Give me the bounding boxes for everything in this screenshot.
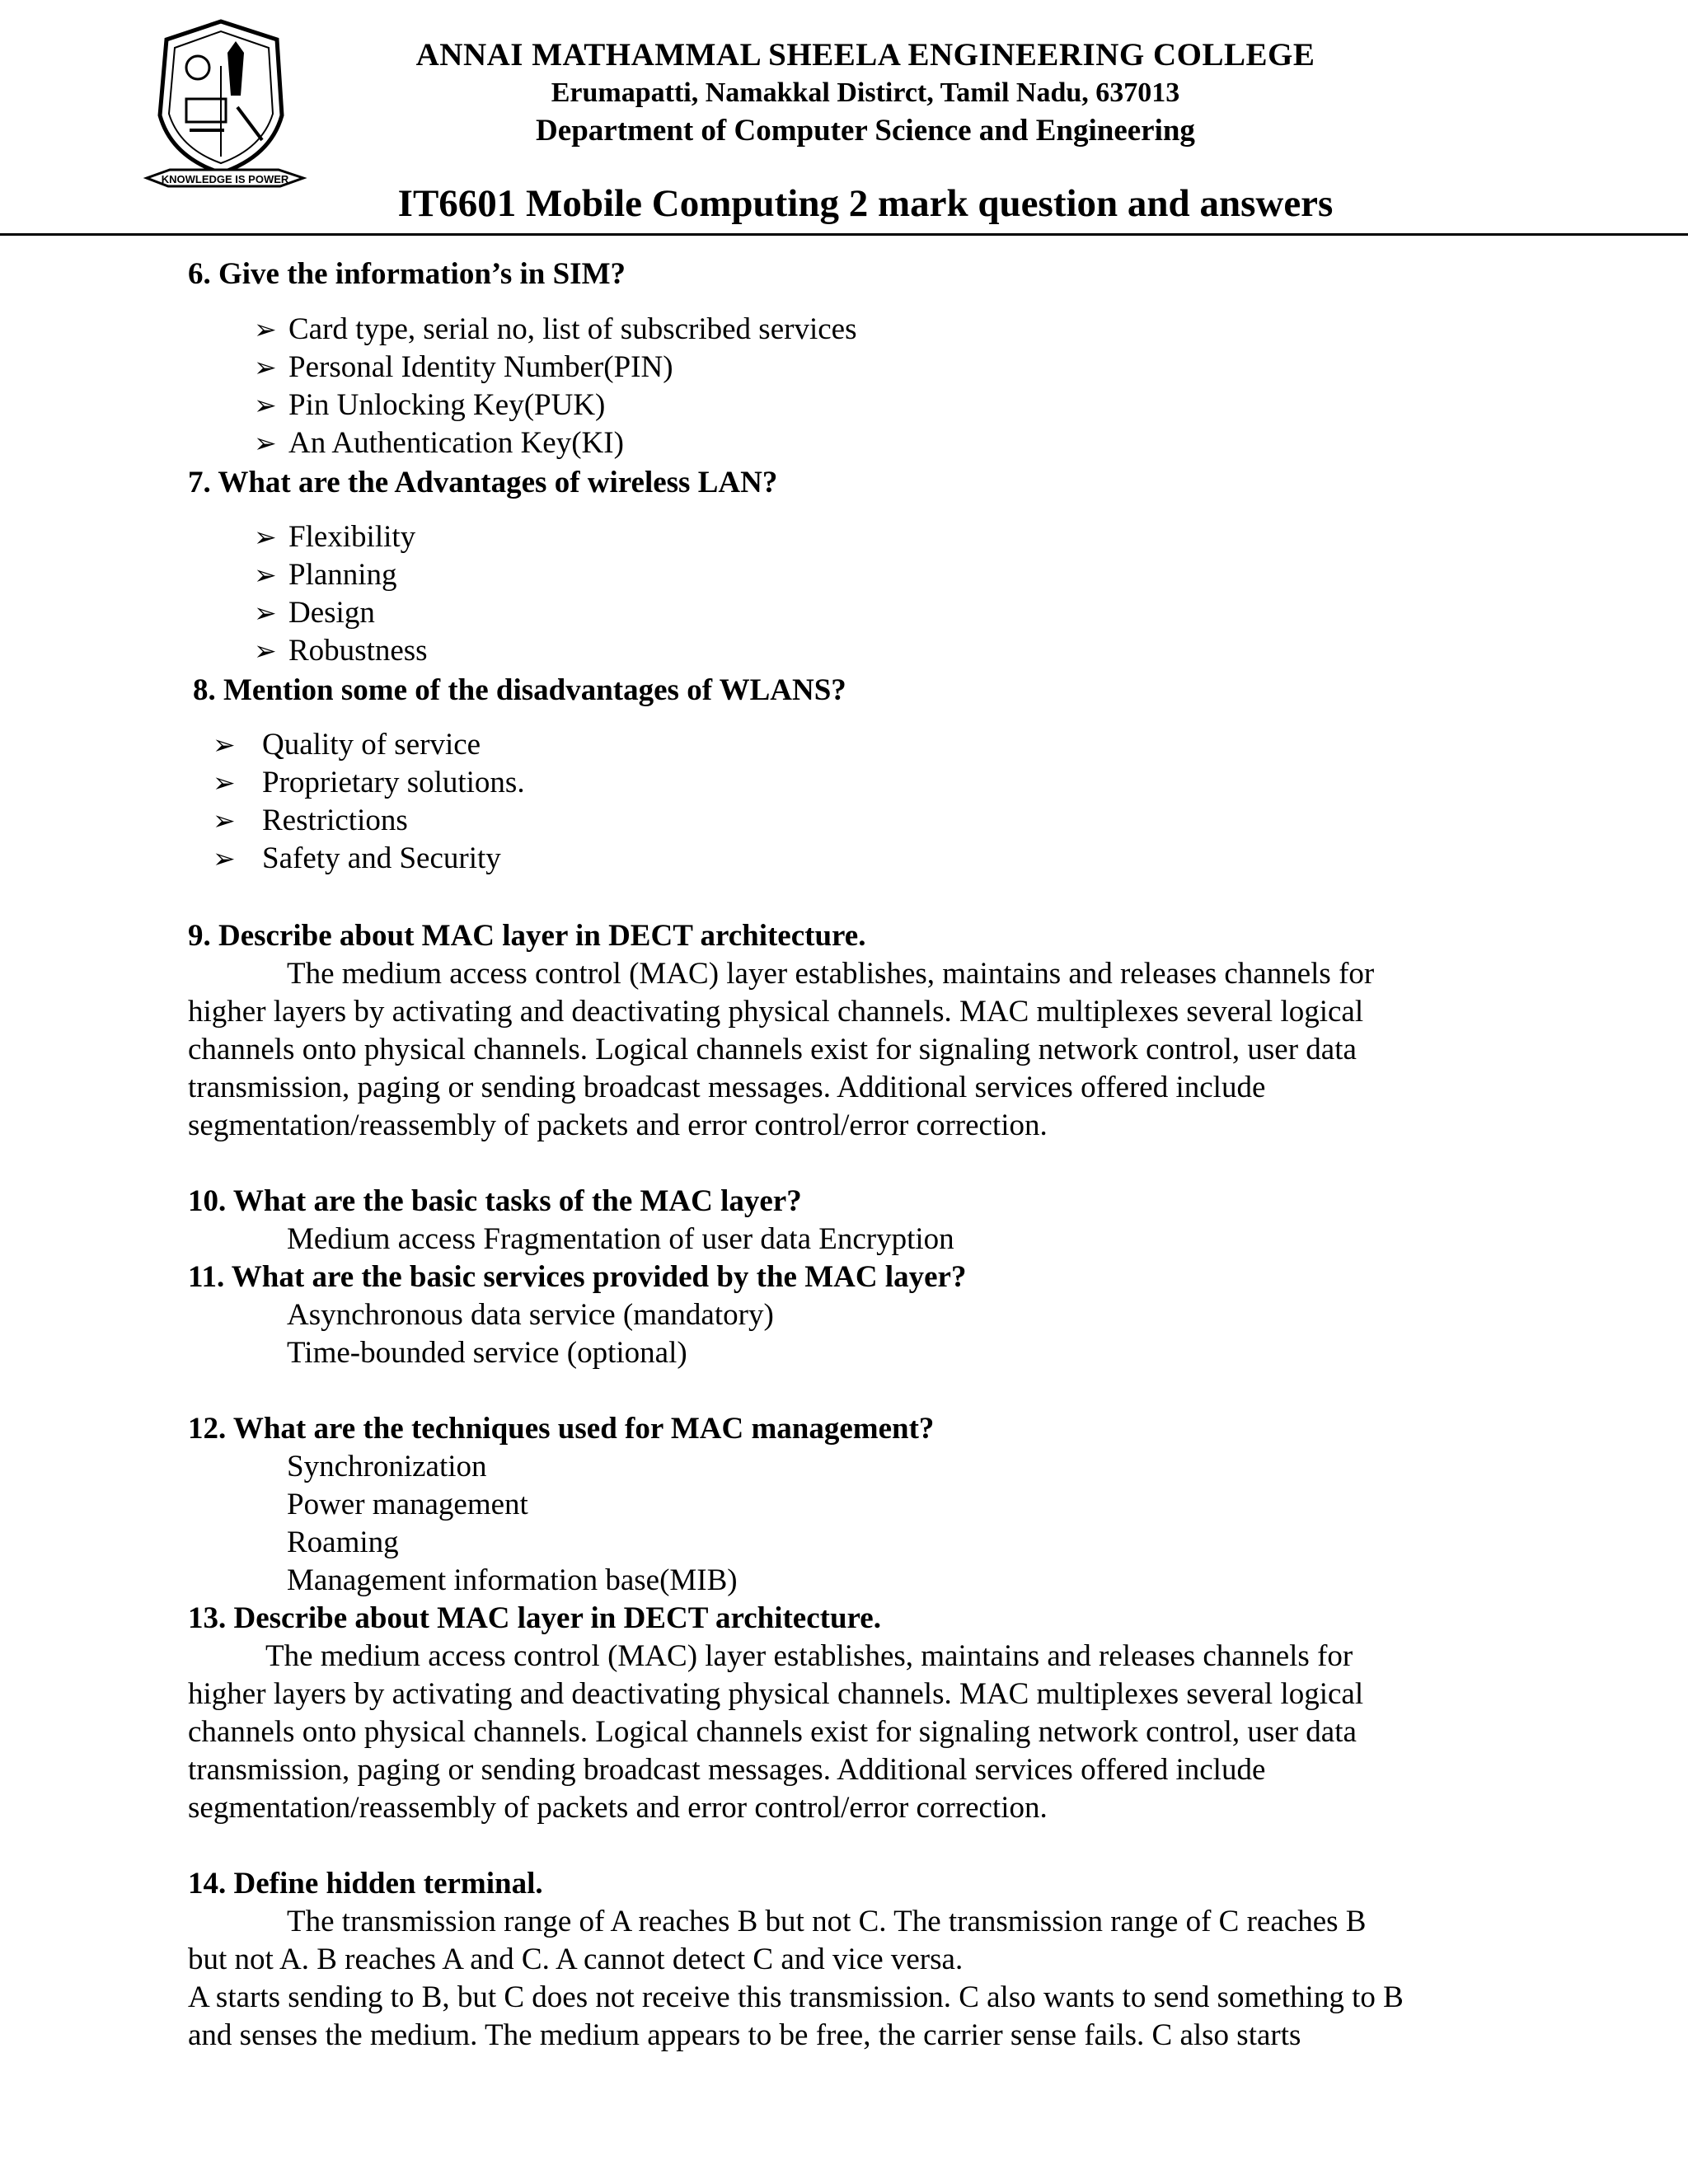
department-name: Department of Computer Science and Engineering — [536, 114, 1195, 148]
bullet-arrow-icon: ➢ — [254, 354, 277, 383]
bullet-arrow-icon: ➢ — [254, 429, 277, 459]
answer-line: Roaming — [287, 1526, 399, 1559]
list-item: ➢ Pin Unlocking Key(PUK) — [254, 388, 606, 422]
answer-line: A starts sending to B, but C does not receive this transmission. C also wants to send something to B — [188, 1980, 1404, 2014]
answer-line: higher layers by activating and deactivating physical channels. MAC multiplexes several logical — [188, 995, 1364, 1029]
list-item: ➢ Quality of service — [213, 728, 481, 762]
question-9-title: 9. Describe about MAC layer in DECT architecture. — [188, 919, 866, 953]
bullet-arrow-icon: ➢ — [213, 807, 236, 837]
answer-line: Medium access Fragmentation of user data Encryption — [287, 1222, 954, 1256]
answer-line: channels onto physical channels. Logical channels exist for signaling network control, user data — [188, 1715, 1357, 1749]
question-10-title: 10. What are the basic tasks of the MAC layer? — [188, 1184, 802, 1218]
answer-line: The transmission range of A reaches B but not C. The transmission range of C reaches B — [287, 1905, 1367, 1938]
question-12-title: 12. What are the techniques used for MAC management? — [188, 1412, 935, 1446]
answer-line: and senses the medium. The medium appears to be free, the carrier sense fails. C also starts — [188, 2018, 1301, 2052]
answer-line: Synchronization — [287, 1450, 487, 1483]
subject-title: IT6601 Mobile Computing 2 mark question and answers — [397, 182, 1334, 225]
header-divider — [0, 233, 1688, 236]
list-item: ➢ Robustness — [254, 634, 428, 668]
question-6-title: 6. Give the information’s in SIM? — [188, 257, 626, 291]
answer-line: transmission, paging or sending broadcast messages. Additional services offered include — [188, 1753, 1266, 1787]
bullet-arrow-icon: ➢ — [254, 391, 277, 421]
bullet-arrow-icon: ➢ — [254, 523, 277, 553]
answer-line: segmentation/reassembly of packets and error control/error correction. — [188, 1108, 1048, 1142]
answer-line: Power management — [287, 1488, 528, 1521]
answer-line: Asynchronous data service (mandatory) — [287, 1298, 774, 1332]
bullet-arrow-icon: ➢ — [213, 845, 236, 874]
college-address: Erumapatti, Namakkal Distirct, Tamil Nadu, 637013 — [551, 77, 1180, 108]
bullet-arrow-icon: ➢ — [213, 769, 236, 799]
answer-line: The medium access control (MAC) layer establishes, maintains and releases channels for — [265, 1639, 1353, 1673]
answer-line: segmentation/reassembly of packets and error control/error correction. — [188, 1791, 1048, 1825]
bullet-arrow-icon: ➢ — [254, 316, 277, 345]
question-11-title: 11. What are the basic services provided by the MAC layer? — [188, 1260, 967, 1294]
list-item: ➢ Safety and Security — [213, 841, 501, 875]
list-item: ➢ Card type, serial no, list of subscribed services — [254, 312, 857, 346]
question-8-title: 8. Mention some of the disadvantages of WLANS? — [193, 673, 846, 707]
bullet-arrow-icon: ➢ — [254, 599, 277, 629]
logo-motto: KNOWLEDGE IS POWER — [161, 173, 289, 185]
list-item: ➢ Restrictions — [213, 804, 408, 837]
list-item: ➢ Flexibility — [254, 520, 416, 554]
answer-line: The medium access control (MAC) layer establishes, maintains and releases channels for — [287, 957, 1375, 991]
answer-line: but not A. B reaches A and C. A cannot detect C and vice versa. — [188, 1943, 964, 1976]
list-item: ➢ Planning — [254, 558, 397, 592]
answer-line: higher layers by activating and deactivating physical channels. MAC multiplexes several logical — [188, 1677, 1364, 1711]
answer-line: channels onto physical channels. Logical channels exist for signaling network control, user data — [188, 1033, 1357, 1066]
list-item: ➢ Proprietary solutions. — [213, 766, 525, 799]
bullet-arrow-icon: ➢ — [254, 561, 277, 591]
college-name: ANNAI MATHAMMAL SHEELA ENGINEERING COLLEGE — [415, 37, 1315, 73]
question-7-title: 7. What are the Advantages of wireless LAN? — [188, 466, 778, 499]
question-14-title: 14. Define hidden terminal. — [188, 1867, 543, 1900]
bullet-arrow-icon: ➢ — [213, 731, 236, 761]
list-item: ➢ Personal Identity Number(PIN) — [254, 350, 673, 384]
list-item: ➢ An Authentication Key(KI) — [254, 426, 624, 460]
college-logo — [138, 16, 313, 194]
question-13-title: 13. Describe about MAC layer in DECT architecture. — [188, 1601, 881, 1635]
bullet-arrow-icon: ➢ — [254, 637, 277, 667]
answer-line: Time-bounded service (optional) — [287, 1336, 687, 1370]
answer-line: transmission, paging or sending broadcast messages. Additional services offered include — [188, 1071, 1266, 1104]
answer-line: Management information base(MIB) — [287, 1563, 738, 1597]
list-item: ➢ Design — [254, 596, 375, 630]
